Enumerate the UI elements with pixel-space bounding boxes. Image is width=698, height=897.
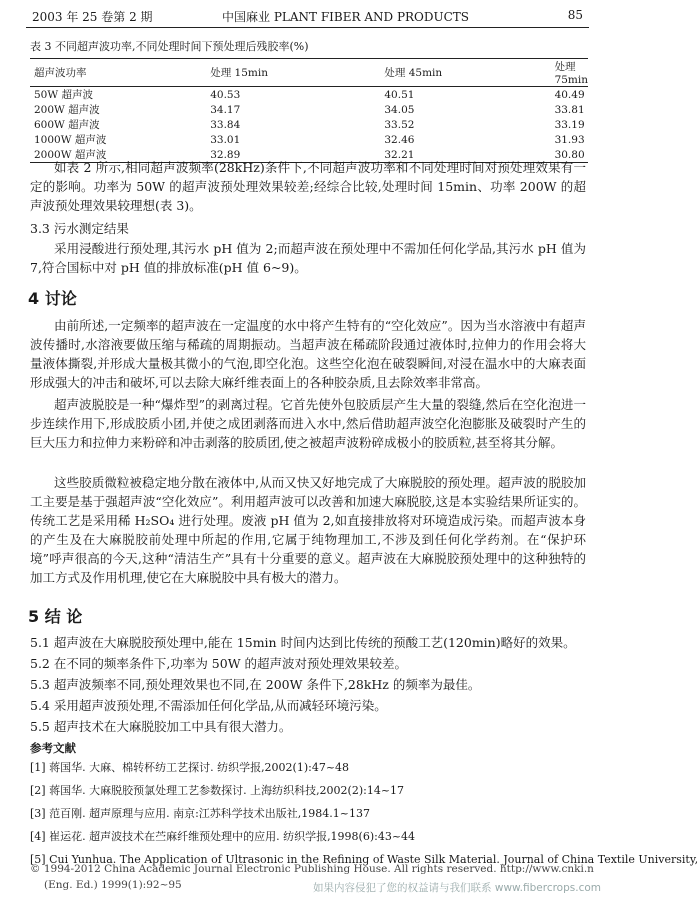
- paragraph: 这些胶质微粒被稳定地分散在液体中,从而又快又好地完成了大麻脱胶的预处理。超声波的脱胶加工主要是基于强超声波“空化效应”。利用超声波可以改善和加速大麻脱胶,这是本实验结果所证实的。传统工艺是采用稀 H₂SO₄ 进行处理。废液 pH 值为 2,如直接排放将对环境造成污染。而超声波本身的产生及在大麻脱胶前处理中所起的作用,它属于纯物理加工,不涉及到任何化学药剂。在“保护环境”呼声很高的今天,这种“清洁生产”具有十分重要的意义。超声波在大麻脱胶预处理中的这种独特的加工方式及作用机理,使它在大麻脱胶中具有极大的潜力。: [30, 475, 586, 585]
- table-cell: 50W 超声波: [34, 89, 93, 101]
- reference-item: [1] 蒋国华. 大麻、棉转杯纺工艺探讨. 纺织学报,2002(1):47~48: [30, 761, 350, 774]
- copyright-footer: © 1994-2012 China Academic Journal Electronic Publishing House. All rights reserved. http://www.cnki.n: [30, 863, 594, 875]
- table-row: [30, 117, 588, 132]
- subsection-heading: 3.3 污水测定结果: [30, 221, 129, 236]
- paragraph: 如表 2 所示,相同超声波频率(28kHz)条件下,不同超声波功率和不同处理时间对预处理效果有一定的影响。功率为 50W 的超声波预处理效果较差;经综合比较,处理时间 15min、功率 200W 的超声波预处理效果较理想(表 3)。: [30, 160, 586, 213]
- reference-item: [2] 蒋国华. 大麻脱胶预氯处理工艺参数探讨. 上海纺织科技,2002(2):14~17: [30, 784, 405, 797]
- page-number: 85: [567, 8, 583, 22]
- paragraph: 由前所述,一定频率的超声波在一定温度的水中将产生特有的“空化效应”。因为当水溶液中有超声波传播时,水溶液要做压缩与稀疏的周期振动。当超声波在稀疏阶段通过液体时,拉伸力的作用会将大量液体撕裂,并形成大量极其微小的气泡,即空化泡。这些空化泡在破裂瞬间,对浸在温水中的大麻表面形成强大的冲击和破坏,可以去除大麻纤维表面上的各种胶杂质,且去除效率非常高。: [30, 318, 586, 390]
- table-cell: 33.81: [554, 103, 585, 116]
- conclusions-list: [30, 632, 586, 737]
- conclusion-item: 5.1 超声波在大麻脱胶预处理中,能在 15min 时间内达到比传统的预酸工艺(120min)略好的效果。: [30, 635, 576, 650]
- table-cell: 40.49: [554, 88, 585, 101]
- journal-issue: 2003 年 25 卷第 2 期: [32, 10, 153, 24]
- col-header: 处理 75min: [554, 61, 589, 86]
- section-heading: 4 讨论: [28, 289, 77, 308]
- table-cell: 34.05: [384, 103, 415, 116]
- table-row: [30, 102, 588, 117]
- section-heading: 5 结 论: [28, 607, 83, 626]
- table-cell: 40.53: [210, 88, 241, 101]
- table-cell: 31.93: [554, 133, 585, 146]
- references-heading: 参考文献: [30, 741, 76, 755]
- site-watermark: 如果内容侵犯了您的权益请与我们联系 www.fibercrops.com: [313, 882, 601, 894]
- table-cell: 32.89: [210, 148, 241, 161]
- table-row: [30, 132, 588, 147]
- table-cell: 33.84: [210, 118, 241, 131]
- running-header: [32, 8, 583, 26]
- conclusion-item: 5.2 在不同的频率条件下,功率为 50W 的超声波对预处理效果较差。: [30, 656, 408, 671]
- table-cell: 1000W 超声波: [34, 134, 107, 146]
- table-cell: 33.52: [384, 118, 415, 131]
- table-cell: 200W 超声波: [34, 104, 100, 116]
- reference-item: [3] 范百刚. 超声原理与应用. 南京:江苏科学技术出版社,1984.1~137: [30, 807, 370, 820]
- header-rule: [26, 27, 589, 28]
- table-cell: 32.21: [384, 148, 415, 161]
- journal-title: 中国麻业 PLANT FIBER AND PRODUCTS: [222, 10, 470, 24]
- table-row: [30, 87, 588, 103]
- table-cell: 33.01: [210, 133, 241, 146]
- paragraph: 超声波脱胶是一种“爆炸型”的剥离过程。它首先使外包胶质层产生大量的裂缝,然后在空化泡进一步连续作用下,形成胶质小团,并使之成团剥落而进入水中,然后借助超声波空化泡膨胀及破裂时产生的巨大压力和拉伸力来粉碎和冲击剥落的胶质团,使之被超声波粉碎成极小的胶质粒,甚至将其分解。: [30, 397, 586, 450]
- reference-item: [5] Cui Yunhua. The Application of Ultrasonic in the Refining of Waste Silk Material. Journal of China Textile University,: [30, 853, 698, 866]
- table-cell: 2000W 超声波: [34, 149, 107, 161]
- results-table: [30, 58, 588, 163]
- reference-continuation: (Eng. Ed.) 1999(1):92~95: [44, 879, 182, 891]
- table-cell: 30.80: [554, 148, 585, 161]
- col-header: 超声波功率: [34, 67, 87, 79]
- col-header: 处理 45min: [384, 67, 443, 79]
- table-cell: 32.46: [384, 133, 415, 146]
- references-list: [30, 756, 698, 871]
- reference-item: [4] 崔运花. 超声波技术在苎麻纤维预处理中的应用. 纺织学报,1998(6):43~44: [30, 830, 416, 843]
- conclusion-item: 5.5 超声技术在大麻脱胶加工中具有很大潜力。: [30, 719, 292, 734]
- conclusion-item: 5.3 超声波频率不同,预处理效果也不同,在 200W 条件下,28kHz 的频率为最佳。: [30, 677, 481, 692]
- paragraph: 采用浸酸进行预处理,其污水 pH 值为 2;而超声波在预处理中不需加任何化学品,其污水 pH 值为 7,符合国标中对 pH 值的排放标准(pH 值 6~9)。: [30, 241, 586, 275]
- table-cell: 40.51: [384, 88, 415, 101]
- table-cell: 600W 超声波: [34, 119, 100, 131]
- table-cell: 33.19: [554, 118, 585, 131]
- col-header: 处理 15min: [210, 67, 268, 79]
- table-header-row: [30, 59, 588, 87]
- table-cell: 34.17: [210, 103, 241, 116]
- conclusion-item: 5.4 采用超声波预处理,不需添加任何化学品,从而减轻环境污染。: [30, 698, 387, 713]
- table-caption: 表 3 不同超声波功率,不同处理时间下预处理后残胶率(%): [30, 40, 309, 53]
